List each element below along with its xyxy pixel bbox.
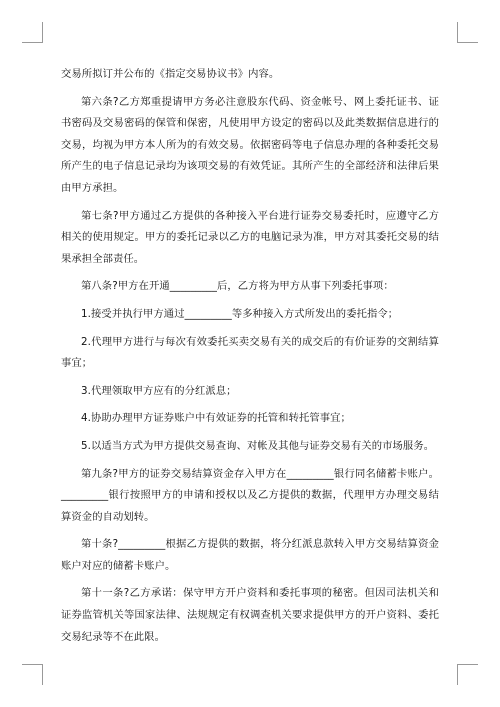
crop-mark-bottom-left: [22, 664, 43, 685]
crop-mark-bottom-right: [457, 664, 478, 685]
paragraph-article-9: 第九条?甲方的证券交易结算资金存入甲方在_________银行同名储蓄卡账户。_________银行按照甲方的申请和授权以及乙方提供的数据，代理甲方办理交易结算资金的自动划转。: [61, 467, 439, 523]
list-item-1: 1.接受并执行甲方通过_________等多种接入方式所发出的委托指令；: [81, 307, 399, 320]
paragraph-article-11: 第十一条?乙方承诺：保守甲方开户资料和委托事项的秘密。但因司法机关和证券监管机关等国家法律、法规规定有权调查机关要求提供甲方的开户资料、委托交易纪录等不在此限。: [61, 587, 439, 643]
crop-mark-top-left: [22, 22, 43, 43]
paragraph-article-8: 第八条?甲方在开通_________后，乙方将为甲方从事下列委托事项：: [81, 280, 394, 293]
paragraph-continuation: 交易所拟订并公布的《指定交易协议书》内容。: [61, 68, 280, 80]
list-item-4: 4.协助办理甲方证券账户中有效证券的托管和转托管事宜；: [81, 412, 351, 425]
list-item-3: 3.代理领取甲方应有的分红派息；: [81, 384, 237, 397]
list-item-2: 2.代理甲方进行与每次有效委托买卖交易有关的成交后的有价证券的交割结算事宜；: [61, 335, 439, 370]
crop-mark-top-right: [457, 22, 478, 43]
list-item-5: 5.以适当方式为甲方提供交易查询、对帐及其他与证券交易有关的市场服务。: [81, 439, 435, 452]
paragraph-article-7: 第七条?甲方通过乙方提供的各种接入平台进行证券交易委托时，应遵守乙方相关的使用规定。甲方的委托记录以乙方的电脑记录为准，甲方对其委托交易的结果承担全部责任。: [61, 209, 439, 265]
document-body: [61, 64, 439, 648]
paragraph-article-10: 第十条?_________根据乙方提供的数据，将分红派息款转入甲方交易结算资金账户对应的储蓄卡账户。: [61, 538, 439, 572]
paragraph-article-6: 第六条?乙方郑重提请甲方务必注意股东代码、资金帐号、网上委托证书、证书密码及交易密码的保管和保密，凡使用甲方设定的密码以及此类数据信息进行的交易，均视为甲方本人所为的有效交易。依据密码等电子信息办理的各种委托交易所产生的电子信息记录均为该项交易的有效凭证。其所产生的全部经济和法律后果由甲方承担。: [61, 95, 439, 194]
